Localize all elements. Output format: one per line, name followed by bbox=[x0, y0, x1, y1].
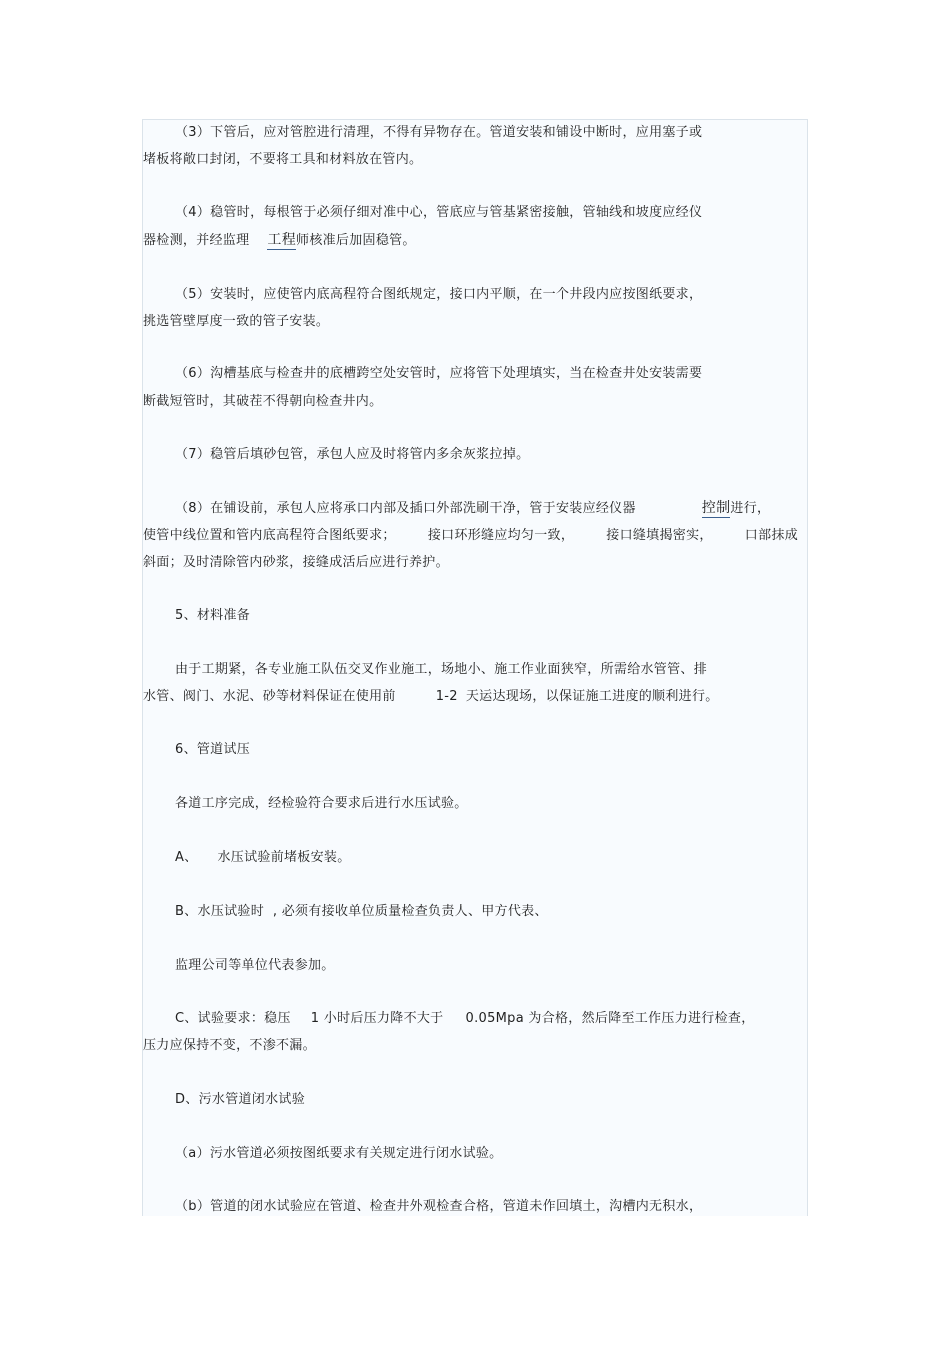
paragraph-8-text-a: （8）在铺设前，承包人应将承口内部及插口外部洗刷干净，管于安装应经仪器 bbox=[175, 501, 636, 516]
section-5-text-a: 水管、阀门、水泥、砂等材料保证在使用前 bbox=[143, 689, 396, 704]
paragraph-8-seg-c: 接口缝填揭密实， bbox=[606, 528, 713, 543]
keyword-link-kongzhi[interactable]: 控制 bbox=[701, 500, 731, 516]
paragraph-8-line-3: 斜面；及时清除管内砂浆，接缝成活后应进行养护。 bbox=[143, 555, 449, 570]
paragraph-8-seg-b: 接口环形缝应均匀一致， bbox=[427, 528, 575, 543]
paragraph-6-line-2: 断截短管时，其破茬不得朝向检查井内。 bbox=[143, 394, 383, 409]
paragraph-4-line-1: （4）稳管时，每根管于必须仔细对准中心，管底应与管基紧密接触，管轴线和坡度应经仪 bbox=[175, 205, 703, 220]
section-6-item-b: B、水压试验时 , 必须有接收单位质量检查负责人、甲方代表、 bbox=[175, 904, 548, 919]
item-a-label: A、 bbox=[175, 850, 198, 865]
section-5-line-1: 由于工期紧，各专业施工队伍交叉作业施工，场地小、施工作业面狭窄，所需给水管管、排 bbox=[175, 662, 708, 677]
section-6-item-c-line-1 bbox=[175, 1010, 835, 1028]
item-c-text-c: 0.05Mpa 为合格，然后降至工作压力进行检查， bbox=[465, 1011, 755, 1026]
paragraph-7-line-1: （7）稳管后填砂包管，承包人应及时将管内多余灰浆拉掉。 bbox=[175, 447, 530, 462]
section-6-item-a bbox=[175, 849, 835, 867]
paragraph-4-text-c: 师核准后加固稳管。 bbox=[296, 233, 416, 248]
section-5-text-c: 天运达现场，以保证施工进度的顺利进行。 bbox=[465, 689, 719, 704]
paragraph-8-line-1 bbox=[175, 499, 800, 518]
section-6-item-d-heading: D、污水管道闭水试验 bbox=[175, 1092, 306, 1107]
paragraph-8-seg-d: 口部抹成 bbox=[744, 528, 798, 543]
section-6-intro: 各道工序完成，经检验符合要求后进行水压试验。 bbox=[175, 796, 468, 811]
section-6-item-d-a: （a）污水管道必须按图纸要求有关规定进行闭水试验。 bbox=[175, 1146, 503, 1161]
paragraph-6-line-1: （6）沟槽基底与检查井的底槽跨空处安管时，应将管下处理填实，当在检查井处安装需要 bbox=[175, 366, 703, 381]
item-c-text-a: C、试验要求：稳压 bbox=[175, 1011, 291, 1026]
paragraph-8-text-c: 进行， bbox=[730, 501, 771, 516]
keyword-link-gongcheng[interactable]: 工程 bbox=[267, 232, 297, 248]
section-5-heading: 5、材料准备 bbox=[175, 608, 251, 623]
paragraph-4-line-2 bbox=[143, 231, 803, 250]
paragraph-3-line-1: （3）下管后，应对管腔进行清理，不得有异物存在。管道安装和铺设中断时，应用塞子或 bbox=[175, 125, 703, 140]
paragraph-8-line-2 bbox=[143, 527, 798, 545]
section-6-heading: 6、管道试压 bbox=[175, 742, 251, 757]
item-a-text: 水压试验前堵板安装。 bbox=[217, 850, 351, 865]
paragraph-3-line-2: 堵板将敞口封闭，不要将工具和材料放在管内。 bbox=[143, 152, 423, 167]
section-6-item-c-line-2: 压力应保持不变，不渗不漏。 bbox=[143, 1038, 316, 1053]
paragraph-5-line-1: （5）安装时，应使管内底高程符合图纸规定，接口内平顺，在一个井段内应按图纸要求， bbox=[175, 287, 703, 302]
section-5-days: 1-2 bbox=[435, 689, 458, 704]
section-5-line-2 bbox=[143, 688, 803, 706]
paragraph-4-text-a: 器检测，并经监理 bbox=[143, 233, 250, 248]
section-6-item-b-continued: 监理公司等单位代表参加。 bbox=[175, 958, 335, 973]
section-6-item-d-b: （b）管道的闭水试验应在管道、检查井外观检查合格，管道未作回填土，沟槽内无积水， bbox=[175, 1199, 703, 1214]
paragraph-5-line-2: 挑选管壁厚度一致的管子安装。 bbox=[143, 314, 330, 329]
item-c-text-b: 1 小时后压力降不大于 bbox=[310, 1011, 444, 1026]
paragraph-8-seg-a: 使管中线位置和管内底高程符合图纸要求； bbox=[143, 528, 396, 543]
